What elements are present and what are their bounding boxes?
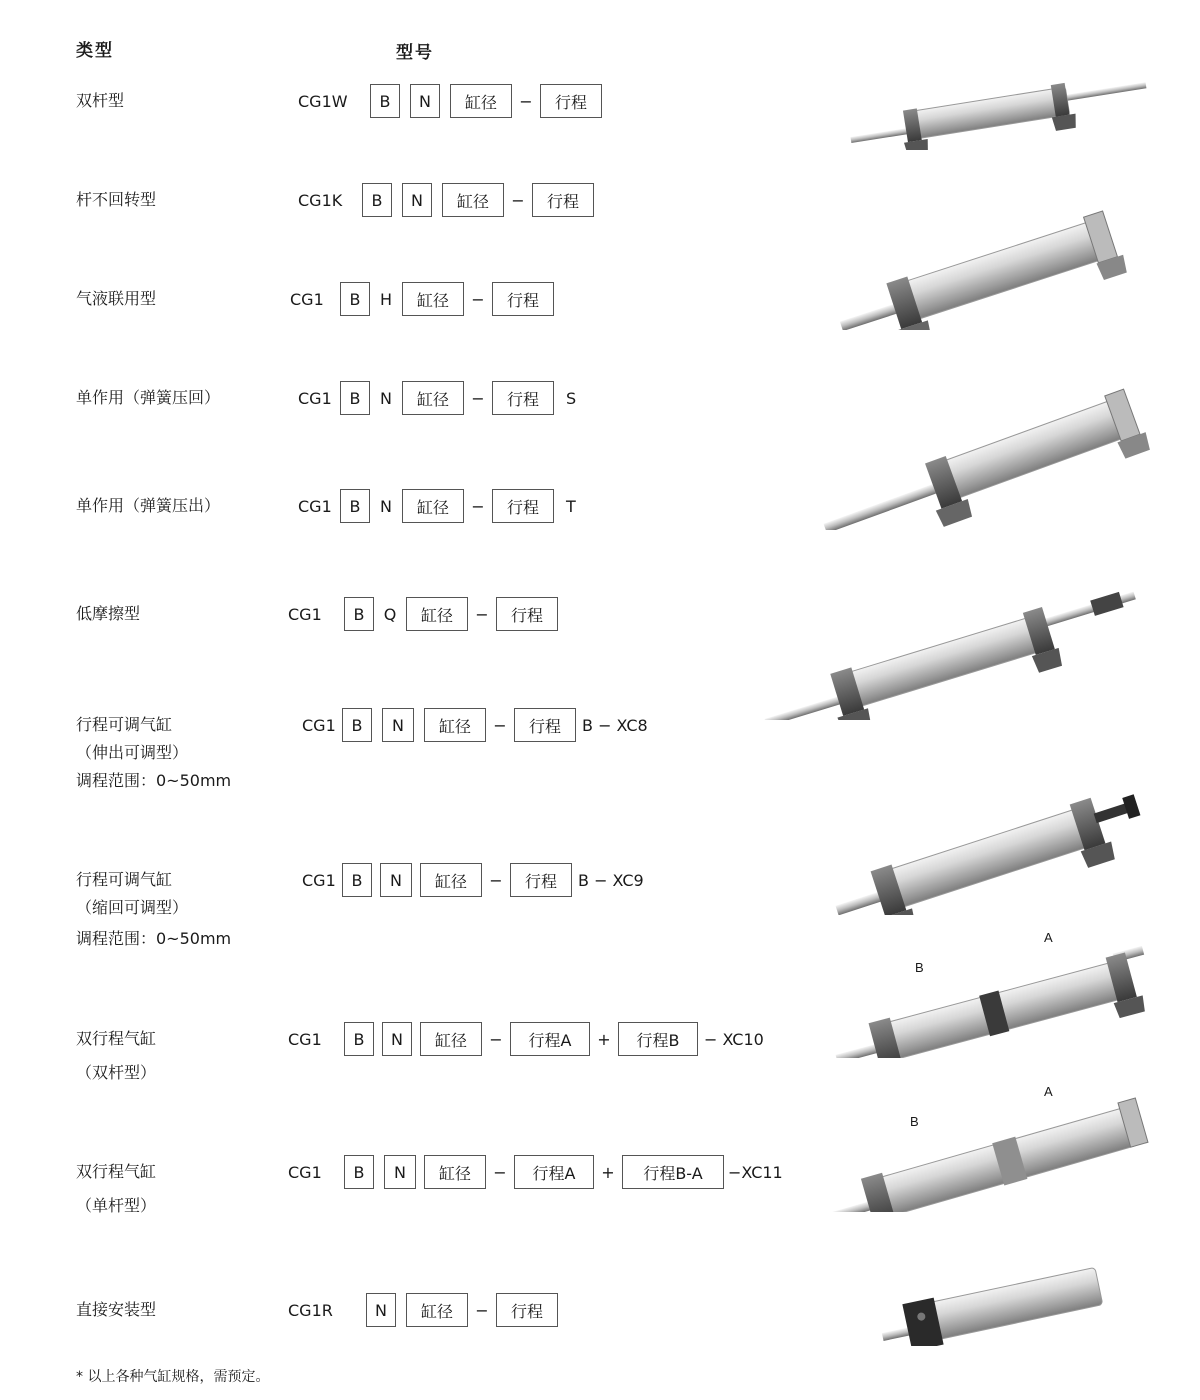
code-dash: − bbox=[471, 388, 485, 408]
code-box: N bbox=[382, 708, 414, 742]
code-suffix: B − XC9 bbox=[578, 870, 644, 890]
type-label-adjustable-extend bbox=[76, 711, 231, 795]
code-box-stroke-a: 行程A bbox=[510, 1022, 590, 1056]
code-box-stroke: 行程 bbox=[496, 1293, 558, 1327]
cylinder-dual-stroke-double-rod-image bbox=[820, 928, 1152, 1058]
code-dash: − bbox=[493, 1162, 507, 1182]
type-line: 单作用（弹簧压出） bbox=[76, 496, 221, 515]
code-box-stroke: 行程 bbox=[496, 597, 558, 631]
code-box: B bbox=[340, 381, 370, 415]
code-box-bore: 缸径 bbox=[406, 597, 468, 631]
model-prefix: CG1 bbox=[290, 289, 324, 309]
model-code-spring-extend bbox=[298, 488, 576, 524]
cylinder-non-rotating-image bbox=[822, 205, 1142, 330]
code-box: B bbox=[344, 1155, 374, 1189]
type-label-air-hydraulic bbox=[76, 285, 156, 313]
code-suffix: B − XC8 bbox=[582, 715, 648, 735]
model-prefix: CG1 bbox=[302, 870, 336, 890]
code-suffix: S bbox=[566, 388, 577, 408]
code-box-bore: 缸径 bbox=[442, 183, 504, 217]
type-line: （缩回可调型） bbox=[76, 898, 189, 917]
code-box-stroke-b-a: 行程B-A bbox=[622, 1155, 724, 1189]
model-code-direct-mount bbox=[288, 1292, 558, 1328]
code-box-stroke: 行程 bbox=[532, 183, 594, 217]
code-box: B bbox=[340, 489, 370, 523]
model-code-air-hydraulic bbox=[290, 281, 554, 317]
stroke-a-label: A bbox=[1044, 930, 1053, 945]
code-box-bore: 缸径 bbox=[402, 489, 464, 523]
type-line: 单作用（弹簧压回） bbox=[76, 388, 221, 407]
code-box-stroke: 行程 bbox=[540, 84, 602, 118]
code-suffix: −XC11 bbox=[728, 1162, 783, 1182]
type-label-adjustable-retract bbox=[76, 866, 231, 953]
cylinder-spring-return-image bbox=[806, 385, 1150, 530]
cylinder-dual-stroke-single-rod-figure bbox=[800, 1082, 1152, 1212]
type-label-double-rod bbox=[76, 87, 124, 115]
type-label-dual-stroke-single-rod bbox=[76, 1158, 156, 1220]
stroke-a-label: A bbox=[1044, 1084, 1053, 1099]
code-literal: Q bbox=[383, 604, 397, 624]
type-line: 调程范围：0~50mm bbox=[76, 771, 232, 790]
model-prefix: CG1 bbox=[288, 1029, 322, 1049]
model-prefix: CG1W bbox=[298, 91, 348, 111]
type-line: 行程可调气缸 bbox=[76, 870, 173, 889]
cylinder-dual-stroke-double-rod-figure bbox=[820, 928, 1152, 1058]
type-label-low-friction bbox=[76, 600, 140, 628]
code-box-bore: 缸径 bbox=[450, 84, 512, 118]
code-box-stroke: 行程 bbox=[510, 863, 572, 897]
cylinder-double-rod-image bbox=[838, 70, 1154, 150]
type-line: 杆不回转型 bbox=[76, 190, 157, 209]
cylinder-adjustable-stroke-image bbox=[818, 775, 1150, 915]
code-literal: H bbox=[379, 289, 393, 309]
stroke-b-label: B bbox=[910, 1114, 919, 1129]
model-code-low-friction bbox=[288, 596, 558, 632]
model-code-adjustable-extend bbox=[302, 707, 648, 743]
cylinder-dual-stroke-single-rod-image bbox=[800, 1082, 1152, 1212]
type-label-non-rotating bbox=[76, 186, 156, 214]
model-prefix: CG1 bbox=[288, 604, 322, 624]
model-prefix: CG1 bbox=[288, 1162, 322, 1182]
model-code-adjustable-retract bbox=[302, 862, 644, 898]
code-box-stroke: 行程 bbox=[514, 708, 576, 742]
code-box-bore: 缸径 bbox=[402, 381, 464, 415]
code-box: B bbox=[342, 708, 372, 742]
code-dash: − bbox=[471, 289, 485, 309]
code-dash: − bbox=[519, 91, 533, 111]
code-box-bore: 缸径 bbox=[420, 863, 482, 897]
code-box: B bbox=[342, 863, 372, 897]
code-box-stroke: 行程 bbox=[492, 489, 554, 523]
code-box-bore: 缸径 bbox=[402, 282, 464, 316]
type-line: 低摩擦型 bbox=[76, 604, 141, 623]
type-line: （双杆型） bbox=[76, 1063, 157, 1082]
code-box-bore: 缸径 bbox=[420, 1022, 482, 1056]
code-literal: N bbox=[380, 388, 392, 408]
code-box: B bbox=[370, 84, 400, 118]
code-box-bore: 缸径 bbox=[406, 1293, 468, 1327]
model-code-non-rotating bbox=[298, 182, 594, 218]
model-column-header: 型号 bbox=[396, 43, 434, 63]
model-code-dual-stroke-double-rod bbox=[288, 1021, 764, 1057]
code-suffix: − XC10 bbox=[704, 1029, 764, 1049]
code-dash: − bbox=[493, 715, 507, 735]
model-prefix: CG1R bbox=[288, 1300, 333, 1320]
code-dash: − bbox=[471, 496, 485, 516]
model-prefix: CG1 bbox=[298, 496, 332, 516]
code-box: B bbox=[344, 1022, 374, 1056]
code-dash: − bbox=[475, 1300, 489, 1320]
code-literal: N bbox=[380, 496, 392, 516]
code-box: N bbox=[366, 1293, 396, 1327]
type-label-direct-mount bbox=[76, 1296, 156, 1324]
model-code-dual-stroke-single-rod bbox=[288, 1154, 783, 1190]
code-box-stroke: 行程 bbox=[492, 282, 554, 316]
type-line: （伸出可调型） bbox=[76, 743, 189, 762]
model-code-spring-return bbox=[298, 380, 576, 416]
model-prefix: CG1K bbox=[298, 190, 343, 210]
code-box-stroke-b: 行程B bbox=[618, 1022, 698, 1056]
code-dash: − bbox=[511, 190, 525, 210]
type-line: 直接安装型 bbox=[76, 1300, 157, 1319]
type-line: 双行程气缸 bbox=[76, 1029, 157, 1048]
type-line: 双行程气缸 bbox=[76, 1162, 157, 1181]
code-suffix: T bbox=[566, 496, 576, 516]
code-box: B bbox=[362, 183, 392, 217]
code-box-bore: 缸径 bbox=[424, 708, 486, 742]
type-label-spring-return bbox=[76, 384, 220, 412]
type-line: （单杆型） bbox=[76, 1196, 157, 1215]
code-box: N bbox=[402, 183, 432, 217]
model-prefix: CG1 bbox=[298, 388, 332, 408]
type-line: 气液联用型 bbox=[76, 289, 157, 308]
footnote: * 以上各种气缸规格，需预定。 bbox=[76, 1369, 270, 1385]
code-box: N bbox=[382, 1022, 412, 1056]
code-dash: − bbox=[489, 870, 503, 890]
model-prefix: CG1 bbox=[302, 715, 336, 735]
type-column-header: 类型 bbox=[76, 41, 114, 61]
type-line: 行程可调气缸 bbox=[76, 715, 173, 734]
code-box: B bbox=[340, 282, 370, 316]
code-box-stroke-a: 行程A bbox=[514, 1155, 594, 1189]
code-dash: − bbox=[489, 1029, 503, 1049]
code-dash: − bbox=[475, 604, 489, 624]
code-plus: + bbox=[597, 1029, 611, 1049]
type-label-dual-stroke-double-rod bbox=[76, 1025, 156, 1087]
type-line: 调程范围：0~50mm bbox=[76, 929, 232, 948]
type-label-spring-extend bbox=[76, 492, 220, 520]
code-box: N bbox=[384, 1155, 416, 1189]
code-plus: + bbox=[601, 1162, 615, 1182]
code-box: N bbox=[410, 84, 440, 118]
code-box-stroke: 行程 bbox=[492, 381, 554, 415]
type-line: 双杆型 bbox=[76, 91, 125, 110]
model-code-double-rod bbox=[298, 83, 602, 119]
cylinder-low-friction-image bbox=[750, 590, 1150, 720]
code-box: B bbox=[344, 597, 374, 631]
stroke-b-label: B bbox=[915, 960, 924, 975]
code-box: N bbox=[380, 863, 412, 897]
cylinder-direct-mount-image bbox=[872, 1260, 1108, 1346]
code-box-bore: 缸径 bbox=[424, 1155, 486, 1189]
